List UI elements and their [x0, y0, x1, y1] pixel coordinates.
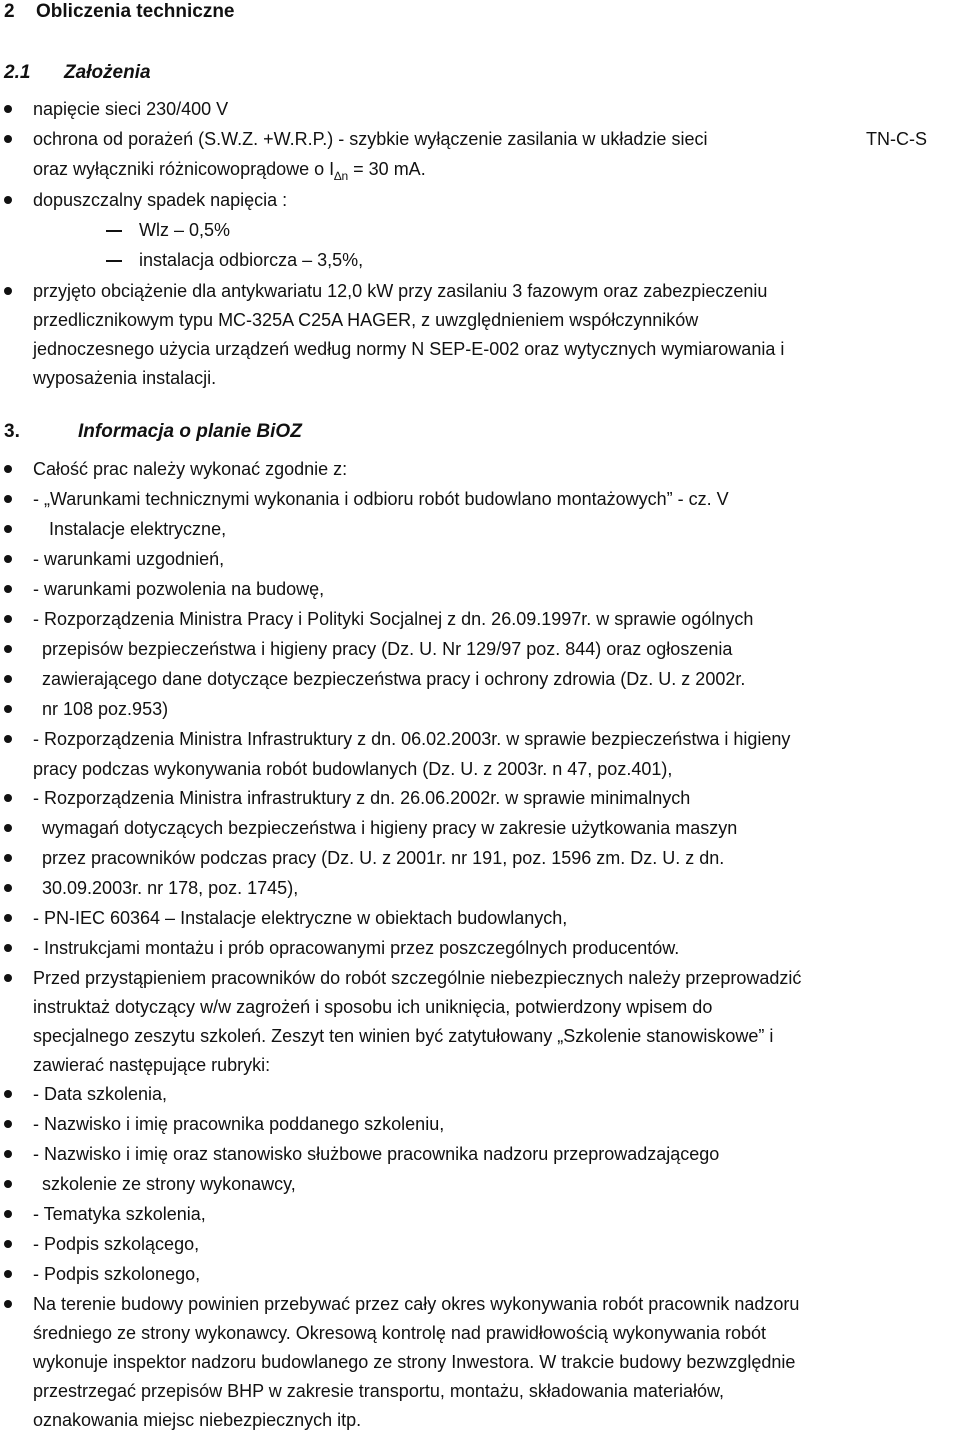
bullet [4, 287, 12, 295]
bioz-text: pracy podczas wykonywania robót budowlanych (Dz. U. z 2003r. n 47, poz.401), [33, 759, 673, 779]
bioz-text: 30.09.2003r. nr 178, poz. 1745), [42, 878, 299, 898]
protection-text-cont [33, 158, 426, 187]
bioz-text: instruktaż dotyczący w/w zagrożeń i sposobu ich uniknięcia, potwierdzony wpisem do [33, 997, 713, 1017]
bullet [4, 1300, 12, 1308]
load-text: przyjęto obciążenie dla antykwariatu 12,0 kW przy zasilaniu 3 fazowym oraz zabezpieczeniu [33, 281, 768, 301]
bullet [4, 645, 12, 653]
bullet [4, 1270, 12, 1278]
rcd-text: oraz wyłączniki różnicowoprądowe o I [33, 159, 335, 179]
bullet [4, 1240, 12, 1248]
bullet [4, 105, 12, 113]
voltage-text: napięcie sieci 230/400 V [33, 99, 229, 119]
bioz-text: Instalacje elektryczne, [49, 519, 227, 539]
bioz-text: - Data szkolenia, [33, 1084, 168, 1104]
section-number: 3. [4, 421, 20, 442]
bullet [4, 1090, 12, 1098]
bioz-text: Przed przystąpieniem pracowników do robót szczególnie niebezpiecznych należy przeprowadzić [33, 968, 802, 988]
bullet [4, 974, 12, 982]
bullet [4, 1180, 12, 1188]
bullet [4, 196, 12, 204]
bioz-text: - Nazwisko i imię pracownika poddanego szkoleniu, [33, 1114, 445, 1134]
bullet [4, 1210, 12, 1218]
section-title: Założenia [64, 62, 151, 83]
bioz-text: przestrzegać przepisów BHP w zakresie transportu, montażu, składowania materiałów, [33, 1381, 724, 1401]
bioz-text: - Rozporządzenia Ministra infrastruktury z dn. 26.06.2002r. w sprawie minimalnych [33, 788, 691, 808]
bioz-text: przez pracowników podczas pracy (Dz. U. z 2001r. nr 191, poz. 1596 zm. Dz. U. z dn. [42, 848, 725, 868]
bullet [4, 675, 12, 683]
network-type: TN-C-S [866, 129, 927, 149]
bioz-text: - Tematyka szkolenia, [33, 1204, 206, 1224]
chapter-title: Obliczenia techniczne [36, 1, 235, 22]
bioz-text: specjalnego zeszytu szkoleń. Zeszyt ten winien być zatytułowany „Szkolenie stanowiskowe” i [33, 1026, 774, 1046]
bioz-text: wymagań dotyczących bezpieczeństwa i higieny pracy w zakresie użytkowania maszyn [42, 818, 738, 838]
bullet [4, 705, 12, 713]
bullet [4, 735, 12, 743]
bullet [4, 525, 12, 533]
bioz-text: nr 108 poz.953) [42, 699, 169, 719]
bullet [4, 1120, 12, 1128]
bioz-text: - PN-IEC 60364 – Instalacje elektryczne w obiektach budowlanych, [33, 908, 568, 928]
drop-wlz: Wlz – 0,5% [139, 220, 231, 240]
load-text: jednoczesnego użycia urządzeń według normy N SEP-E-002 oraz wytycznych wymiarowania i [33, 339, 785, 359]
section-number: 2.1 [4, 62, 31, 83]
bullet [4, 1150, 12, 1158]
bioz-text: - Rozporządzenia Ministra Pracy i Polityki Socjalnej z dn. 26.09.1997r. w sprawie ogólnych [33, 609, 754, 629]
voltage-drop-title: dopuszczalny spadek napięcia : [33, 190, 288, 210]
section-title: Informacja o planie BiOZ [78, 421, 302, 442]
bioz-text: wykonuje inspektor nadzoru budowlanego ze strony Inwestora. W trakcie budowy bezwzględnie [33, 1352, 796, 1372]
bullet [4, 884, 12, 892]
bullet [4, 555, 12, 563]
load-text: przedlicznikowym typu MC-325A C25A HAGER, z uwzględnieniem współczynników [33, 310, 699, 330]
bioz-text: szkolenie ze strony wykonawcy, [42, 1174, 296, 1194]
bioz-text: - „Warunkami technicznymi wykonania i odbioru robót budowlano montażowych” - cz. V [33, 489, 729, 509]
bioz-text: Na terenie budowy powinien przebywać przez cały okres wykonywania robót pracownik nadzoru [33, 1294, 800, 1314]
bullet [4, 824, 12, 832]
bioz-text: średniego ze strony wykonawcy. Okresową kontrolę nad prawidłowością wykonywania robót [33, 1323, 767, 1343]
dash-marker [106, 230, 122, 232]
bioz-text: - Instrukcjami montażu i prób opracowanymi przez poszczególnych producentów. [33, 938, 680, 958]
bullet [4, 465, 12, 473]
load-text: wyposażenia instalacji. [33, 368, 217, 388]
bullet [4, 854, 12, 862]
bioz-text: oznakowania miejsc niebezpiecznych itp. [33, 1410, 362, 1430]
bioz-text: Całość prac należy wykonać zgodnie z: [33, 459, 348, 479]
bullet [4, 794, 12, 802]
dash-marker [106, 260, 122, 262]
bullet [4, 914, 12, 922]
bullet [4, 944, 12, 952]
bioz-text: - Podpis szkolącego, [33, 1234, 200, 1254]
bioz-text: - warunkami uzgodnień, [33, 549, 225, 569]
bullet [4, 585, 12, 593]
bioz-text: przepisów bezpieczeństwa i higieny pracy (Dz. U. Nr 129/97 poz. 844) oraz ogłoszenia [42, 639, 733, 659]
rcd-value: = 30 mA. [348, 159, 426, 179]
bioz-text: - Podpis szkolonego, [33, 1264, 201, 1284]
bullet [4, 135, 12, 143]
bioz-text: zawierającego dane dotyczące bezpieczeństwa pracy i ochrony zdrowia (Dz. U. z 2002r. [42, 669, 746, 689]
drop-installation: instalacja odbiorcza – 3,5%, [139, 250, 364, 270]
protection-text: ochrona od porażeń (S.W.Z. +W.R.P.) - szybkie wyłączenie zasilania w układzie sieci [33, 129, 708, 149]
bioz-text: - warunkami pozwolenia na budowę, [33, 579, 325, 599]
bioz-text: - Nazwisko i imię oraz stanowisko służbowe pracownika nadzoru przeprowadzającego [33, 1144, 720, 1164]
bioz-text: - Rozporządzenia Ministra Infrastruktury z dn. 06.02.2003r. w sprawie bezpieczeństwa i higieny [33, 729, 791, 749]
bullet [4, 495, 12, 503]
bullet [4, 615, 12, 623]
chapter-number: 2 [4, 1, 15, 22]
rcd-subscript: ∆n [334, 169, 349, 183]
bioz-text: zawierać następujące rubryki: [33, 1055, 271, 1075]
